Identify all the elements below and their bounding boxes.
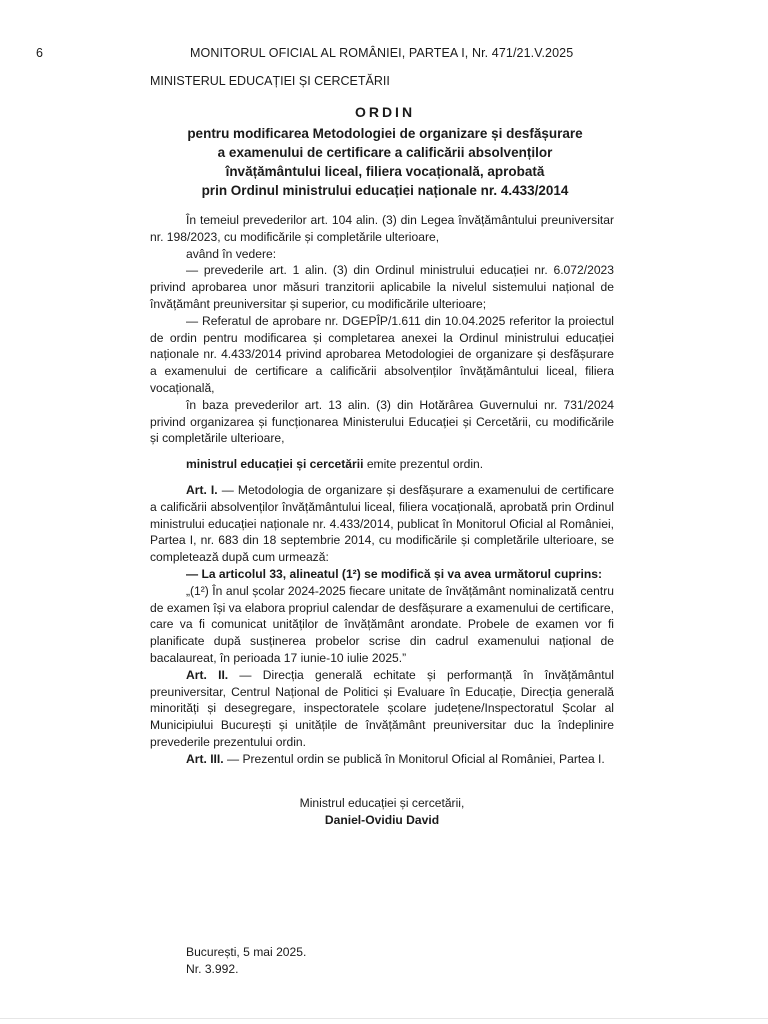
article-1 xyxy=(150,482,614,566)
signature-role: Ministrul educației și cercetării, xyxy=(299,796,465,810)
article-2-label: Art. II. xyxy=(186,667,229,682)
article-2 xyxy=(150,667,614,751)
emite-rest: emite prezentul ordin. xyxy=(363,457,484,472)
signature-name: Daniel-Ovidiu David xyxy=(324,813,440,827)
footer-number: Nr. 3.992. xyxy=(186,962,239,976)
subtitle-line: prin Ordinul ministrului educației naționale nr. 4.433/2014 xyxy=(201,183,569,198)
document-subtitle xyxy=(150,124,620,200)
article-1-text: — Metodologia de organizare și desfășurare a examenului de certificare a calificării absolvenților învățământului liceal, filiera vocațională, aprobată prin Ordinul ministrului educației naționale nr. 4.433/2014, publicat în Monitorul Oficial al României, Partea I, nr. 683 din 18 septembrie 2014, cu modificările și completările ulterioare, se completează după cum urmează: xyxy=(150,482,614,565)
subtitle-line: a examenului de certificare a calificării absolvenților xyxy=(217,145,553,160)
article-2-text: — Direcția generală echitate și performanță în învățământul preuniversitar, Centrul Național de Politici și Evaluare în Educație, Direcția generală minorități și desegregare, inspectoratele școlare județene/Inspectoratul Școlar al Municipiului București și unitățile de învățământ preuniversitar duc la îndeplinire prevederile prezentului ordin. xyxy=(150,667,614,749)
article-1-label: Art. I. xyxy=(186,482,218,497)
ministry-name: MINISTERUL EDUCAȚIEI ȘI CERCETĂRII xyxy=(150,74,390,88)
preamble-baza: în baza prevederilor art. 13 alin. (3) din Hotărârea Guvernului nr. 731/2024 privind organizarea și funcționarea Ministerului Educației și Cercetării, cu modificările și completările ulterioare, xyxy=(150,397,614,446)
article-3 xyxy=(150,751,614,768)
subtitle-line: învățământului liceal, filiera vocațională, aprobată xyxy=(225,164,545,179)
page-number: 6 xyxy=(36,46,43,60)
preamble-temei: În temeiul prevederilor art. 104 alin. (3) din Legea învățământului preuniversitar nr. 198/2023, cu modificările și completările ulterioare, xyxy=(150,213,614,244)
article-3-text: — Prezentul ordin se publică în Monitorul Oficial al României, Partea I. xyxy=(223,751,605,766)
page-bottom-divider xyxy=(0,1018,768,1019)
emite-bold: ministrul educației și cercetării xyxy=(186,457,364,472)
preamble-item-2: — Referatul de aprobare nr. DGEPÎP/1.611 din 10.04.2025 referitor la proiectul de ordin pentru modificarea și completarea anexei la Ordinul ministrului educației naționale nr. 4.433/2014 privind aprobarea Metodologiei de organizare și desfășurare a examenului de certificare a calificării absolvenților învățământului liceal, filiera vocațională, xyxy=(150,313,614,395)
preamble-avand: având în vedere: xyxy=(186,246,277,261)
article-3-label: Art. III. xyxy=(186,751,224,766)
running-header: MONITORUL OFICIAL AL ROMÂNIEI, PARTEA I, Nr. 471/21.V.2025 xyxy=(190,46,574,60)
footer-place-date: București, 5 mai 2025. xyxy=(186,945,307,959)
document-body xyxy=(150,212,614,768)
article-1-quote: „(1²) În anul școlar 2024-2025 fiecare unitate de învățământ nominalizată centru de examen își va elabora propriul calendar de desfășurare a examenului de certificare, care va fi comunicat unităților de învățământ arondate. Probele de examen vor fi planificate după susținerea probelor scrise din cadrul examenului național de bacalaureat, în perioada 17 iunie-10 iulie 2025.” xyxy=(150,583,614,665)
subtitle-line: pentru modificarea Metodologiei de organizare și desfășurare xyxy=(187,126,583,141)
emite-paragraph xyxy=(150,456,614,473)
document-title: ORDIN xyxy=(354,104,416,120)
footer-block xyxy=(186,944,306,978)
signature-block xyxy=(150,795,614,829)
preamble-item-1: — prevederile art. 1 alin. (3) din Ordinul ministrului educației nr. 6.072/2023 privind aprobarea unor măsuri tranzitorii aplicabile la nivelul sistemului național de învățământ preuniversitar și superior, cu modificările ulterioare; xyxy=(150,263,614,311)
article-1-amendment: — La articolul 33, alineatul (1²) se modifică și va avea următorul cuprins: xyxy=(186,566,603,581)
